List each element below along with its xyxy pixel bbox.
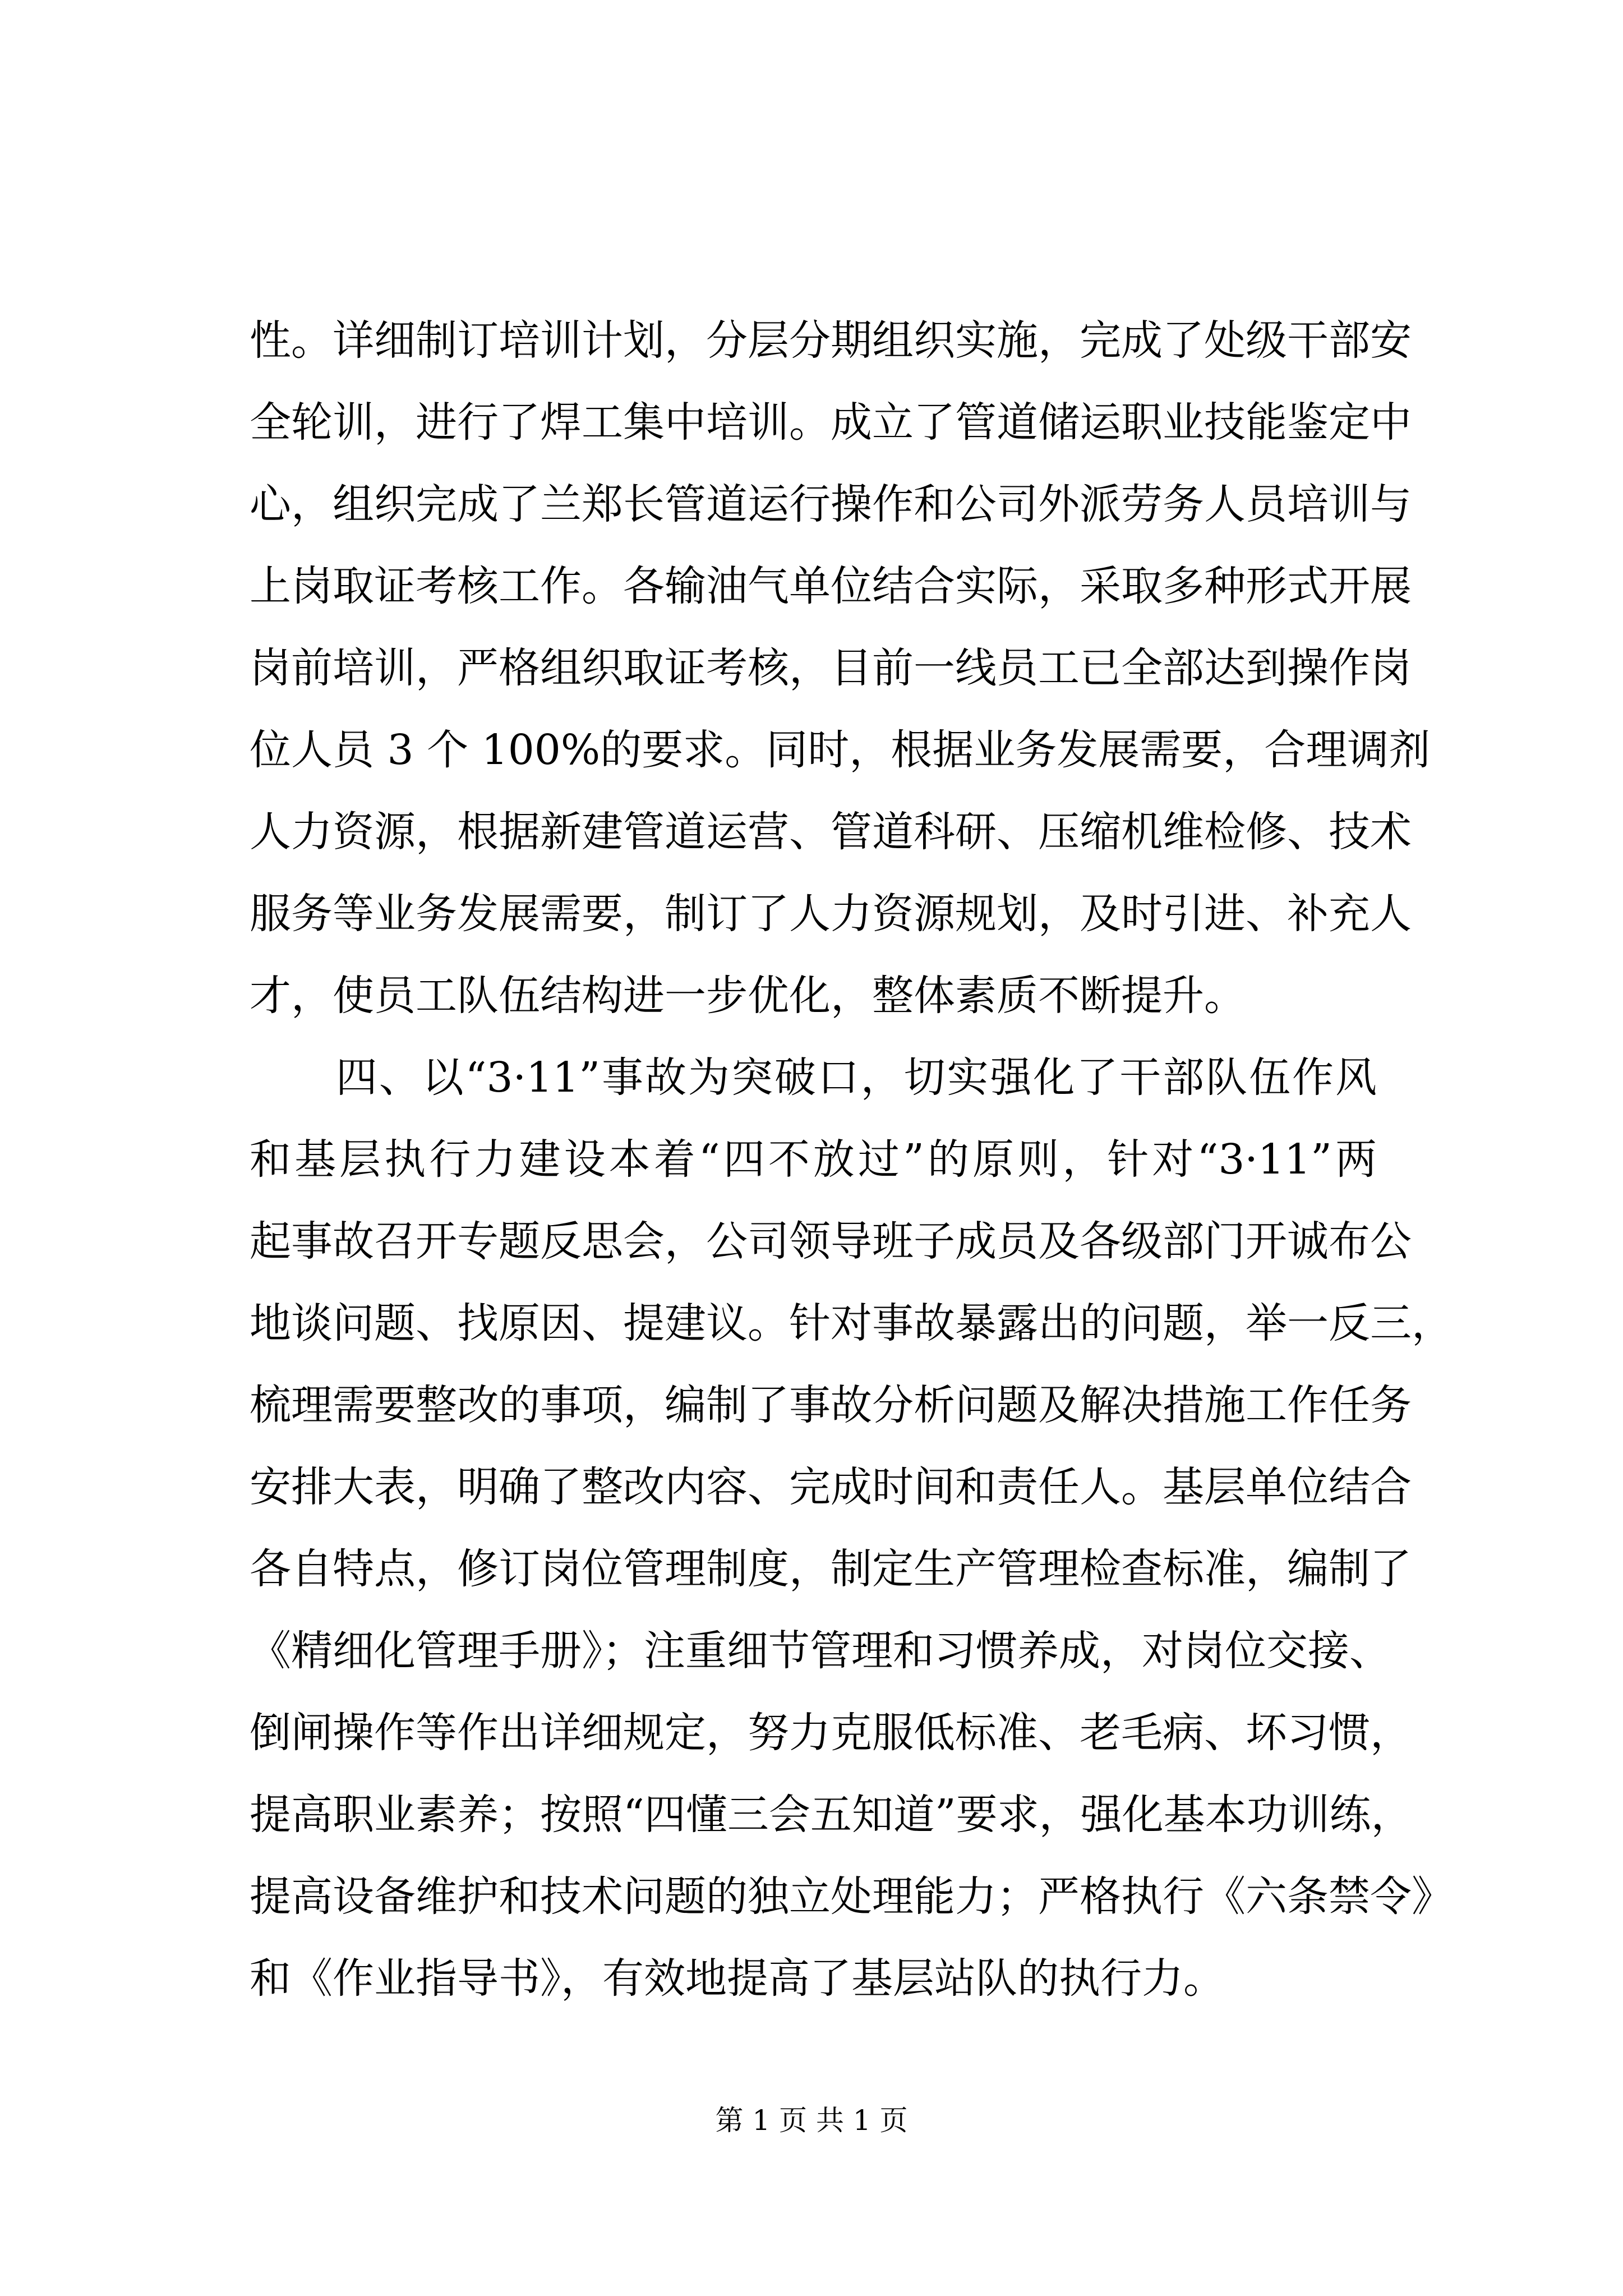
text-line: 才，使员工队伍结构进一步优化，整体素质不断提升。 xyxy=(250,972,1246,1020)
text-line: 起事故召开专题反思会，公司领导班子成员及各级部门开诚布公 xyxy=(250,1217,1412,1266)
text-line: 位人员 3 个 100%的要求。同时，根据业务发展需要，合理调剂 xyxy=(250,726,1431,774)
text-line: 安排大表，明确了整改内容、完成时间和责任人。基层单位结合 xyxy=(250,1463,1412,1511)
text-line: 提高职业素养；按照“四懂三会五知道”要求，强化基本功训练， xyxy=(250,1791,1413,1839)
text-line: 心，组织完成了兰郑长管道运行操作和公司外派劳务人员培训与 xyxy=(250,480,1412,528)
page-footer: 第 1 页 共 1 页 xyxy=(715,2104,908,2137)
text-line: 梳理需要整改的事项，编制了事故分析问题及解决措施工作任务 xyxy=(250,1381,1412,1429)
body-text xyxy=(250,300,1453,2019)
text-line: 《精细化管理手册》；注重细节管理和习惯养成，对岗位交接、 xyxy=(250,1627,1391,1675)
text-line: 岗前培训，严格组织取证考核，目前一线员工已全部达到操作岗 xyxy=(250,644,1412,692)
text-line: 上岗取证考核工作。各输油气单位结合实际，采取多种形式开展 xyxy=(250,562,1412,610)
text-line: 提高设备维护和技术问题的独立处理能力；严格执行《六条禁令》 xyxy=(250,1872,1453,1921)
text-line: 性。详细制订培训计划，分层分期组织实施，完成了处级干部安 xyxy=(250,316,1412,365)
text-line: 各自特点，修订岗位管理制度，制定生产管理检查标准，编制了 xyxy=(250,1545,1412,1593)
text-line: 人力资源，根据新建管道运营、管道科研、压缩机维检修、技术 xyxy=(250,808,1412,856)
text-line: 和《作业指导书》，有效地提高了基层站队的执行力。 xyxy=(250,1954,1225,2003)
text-line: 倒闸操作等作出详细规定，努力克服低标准、老毛病、坏习惯， xyxy=(250,1709,1412,1757)
text-line: 全轮训，进行了焊工集中培训。成立了管道储运职业技能鉴定中 xyxy=(250,398,1412,447)
text-line: 地谈问题、找原因、提建议。针对事故暴露出的问题，举一反三， xyxy=(250,1299,1453,1347)
text-line: 服务等业务发展需要，制订了人力资源规划，及时引进、补充人 xyxy=(250,890,1412,938)
text-line: 和基层执行力建设本着“四不放过”的原则，针对“3·11”两 xyxy=(250,1135,1377,1184)
text-line: 四、以“3·11”事故为突破口，切实强化了干部队伍作风 xyxy=(250,1053,1377,1102)
